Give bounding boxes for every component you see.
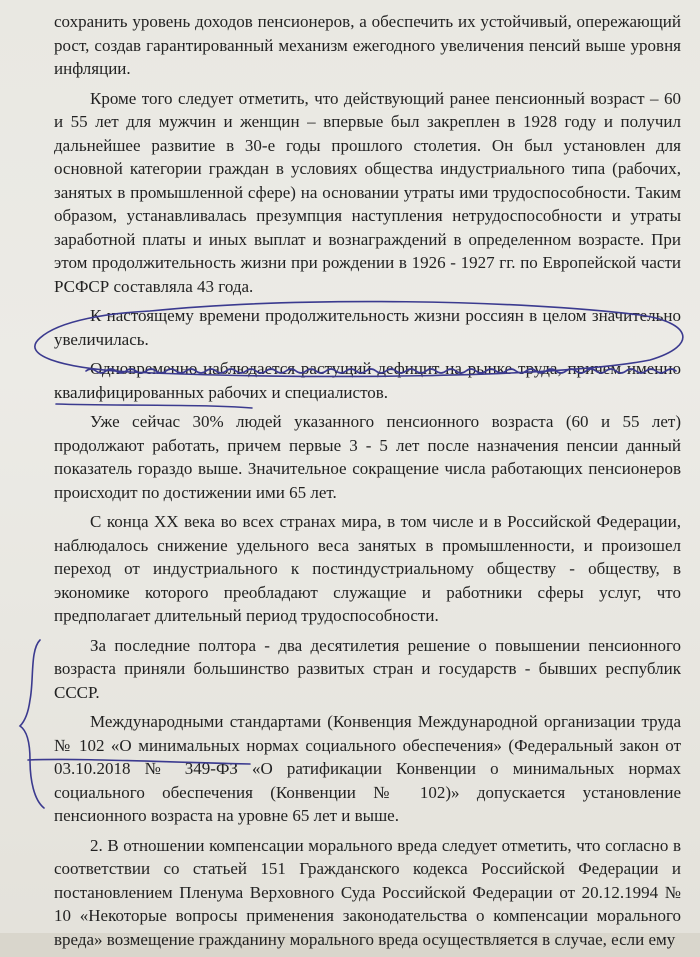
paragraph-retirement-age-history: Кроме того следует отметить, что действующий ранее пенсионный возраст – 60 и 55 лет для мужчин и женщин – впервые был закреплен в 1928 году и получил дальнейшее развитие в 30-е годы прошлого столетия. Он был установлен для основной категории граждан в условиях общества индустриального типа (рабочих, занятых в промышленной сфере) на основании утраты ими трудоспособности. Таким образом, устанавливалась презумпция наступления нетрудоспособности и утраты заработной платы и иных выплат и вознаграждений в определенном возрасте. При этом продолжительность жизни при рождении в 1926 - 1927 гг. по Европейской части РСФСР составляла 43 года. (54, 88, 681, 296)
paragraph-postindustrial: С конца XX века во всех странах мира, в том числе и в Российской Федерации, наблюдалось снижение удельного веса занятых в промышленности, и произошел переход от индустриального к постиндустриальному обществу - обществу, в экономике которого преобладают служащие и работники сферы услуг, что предполагает длительный период трудоспособности. (54, 512, 681, 625)
paragraph-other-countries: За последние полтора - два десятилетия решение о повышении пенсионного возраста приняли большинство развитых стран и государств - бывших республик СССР. (54, 635, 681, 702)
ink-curly-bracket (20, 640, 44, 808)
paragraph-international-standards: Международными стандартами (Конвенция Международной организации труда № 102 «О минимальных нормах социального обеспечения» (Федеральный закон от 03.10.2018 № 349-ФЗ «О ратификации Конвенции о минимальных нормах социального обеспечения (Конвенции № 102)» допускается установление пенсионного возраста на уровне 65 лет и выше. (54, 712, 681, 825)
paragraph-labor-deficit: Одновременно наблюдается растущий дефицит на рынке труда, причем именно квалифицированных рабочих и специалистов. (54, 359, 681, 402)
paragraph-moral-damage: 2. В отношении компенсации морального вреда следует отметить, что согласно в соответствии со статьей 151 Гражданского кодекса Российской Федерации и постановлением Пленума Верховного Суда Российской Федерации от 20.12.1994 № 10 «Некоторые вопросы применения законодательства о компенсации морального вреда» возмещение гражданину морального вреда осуществляется в случае, если ему (54, 835, 681, 949)
document-body (54, 10, 681, 957)
paragraph-pension-growth: сохранить уровень доходов пенсионеров, а обеспечить их устойчивый, опережающий рост, создав гарантированный механизм ежегодного увеличения пенсий выше уровня инфляции. (54, 12, 681, 78)
paragraph-working-pensioners: Уже сейчас 30% людей указанного пенсионного возраста (60 и 55 лет) продолжают работать, причем первые 3 - 5 лет после назначения пенсии данный показатель гораздо выше. Значительное сокращение числа работающих пенсионеров происходит по достижении ими 65 лет. (54, 412, 681, 502)
paragraph-life-expectancy: К настоящему времени продолжительность жизни россиян в целом значительно увеличилась. (54, 306, 681, 349)
